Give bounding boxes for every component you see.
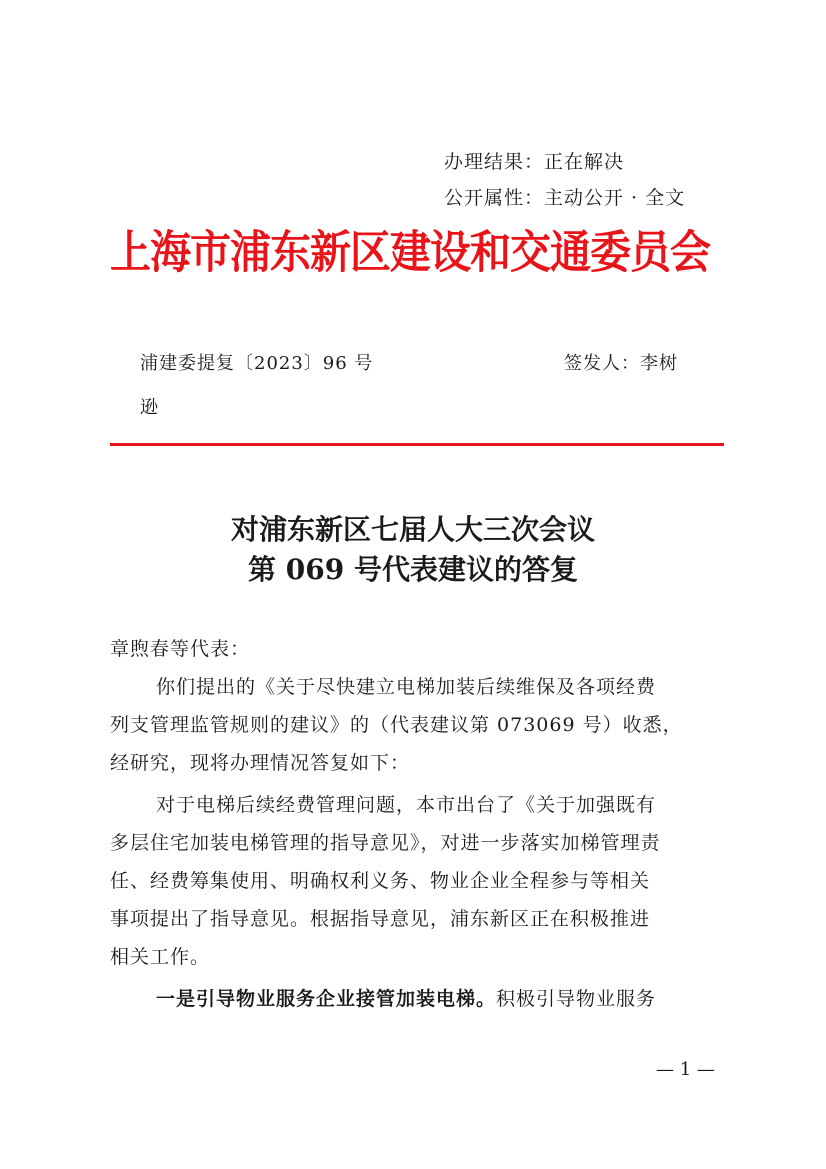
page-number: — 1 — [656, 1059, 715, 1080]
document-number: 浦建委提复〔2023〕96 号 [140, 353, 374, 374]
paragraph-3-line-1 [156, 980, 656, 1018]
issuing-organization-title: 上海市浦东新区建设和交通委员会 [110, 225, 710, 279]
paragraph-2-line-3: 任、经费筹集使用、明确权利义务、物业企业全程参与等相关 [110, 870, 651, 892]
point-one-heading: 一是引导物业服务企业接管加装电梯。 [156, 988, 497, 1010]
point-one-text: 积极引导物业服务 [496, 988, 657, 1010]
paragraph-1-line-3: 经研究，现将办理情况答复如下： [110, 752, 411, 774]
document-title-line-2: 第 069 号代表建议的答复 [248, 553, 578, 586]
handling-result: 办理结果：正在解决 [444, 151, 625, 173]
document-title-line-1: 对浦东新区七届人大三次会议 [230, 513, 595, 546]
paragraph-2-line-2: 多层住宅加装电梯管理的指导意见》，对进一步落实加梯管理责 [110, 832, 661, 854]
red-divider-line [110, 443, 724, 446]
paragraph-2-line-4: 事项提出了指导意见。根据指导意见，浦东新区正在积极推进 [110, 908, 651, 930]
signer-name-continuation: 逊 [140, 397, 158, 418]
paragraph-2-line-5: 相关工作。 [110, 946, 211, 968]
paragraph-1-line-1: 你们提出的《关于尽快建立电梯加装后续维保及各项经费 [156, 676, 657, 698]
signer: 签发人：李树 [564, 353, 678, 374]
paragraph-2-line-1: 对于电梯后续经费管理问题，本市出台了《关于加强既有 [156, 794, 657, 816]
paragraph-1-line-2: 列支管理监管规则的建议》的（代表建议第 073069 号）收悉， [110, 714, 683, 736]
disclosure-attribute: 公开属性：主动公开 · 全文 [444, 187, 686, 209]
salutation: 章煦春等代表： [110, 638, 251, 660]
